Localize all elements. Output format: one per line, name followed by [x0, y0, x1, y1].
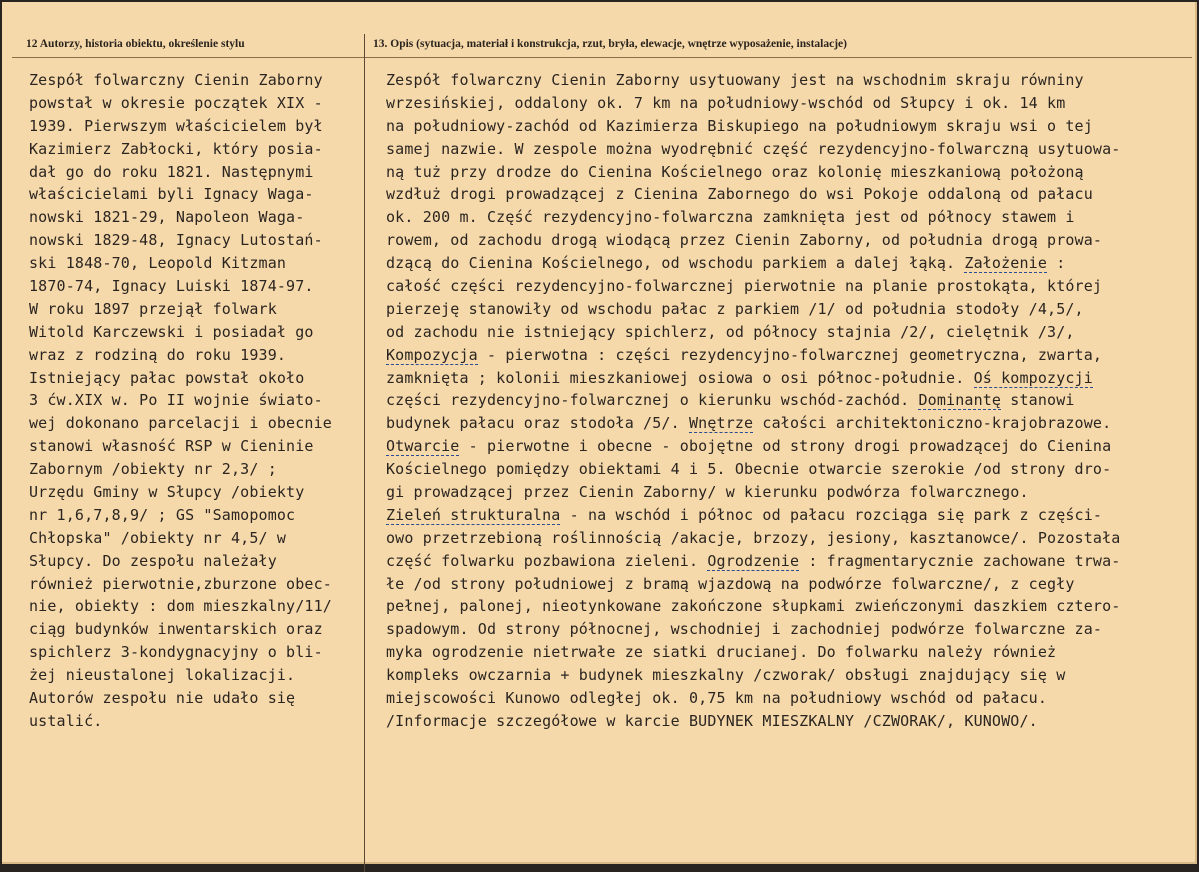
- description-text-column: [386, 69, 1120, 733]
- text-segment: - pierwotna : części rezydencyjno-folwarcznej geometryczna, zwarta,: [477, 345, 1103, 364]
- text-line: [386, 504, 1120, 527]
- text-line: ski 1848-70, Leopold Kitzman: [29, 254, 287, 273]
- section-13-header: 13. Opis (sytuacja, materiał i konstrukcja, rzut, bryła, elewacje, wnętrze wyposażenie, instalacje): [373, 38, 847, 50]
- underlined-term: Otwarcie: [386, 437, 460, 456]
- text-line: [386, 367, 1120, 390]
- text-line: 1870-74, Ignacy Luiski 1874-97.: [29, 277, 314, 296]
- text-line: spichlerz 3-kondygnacyjny o bli-: [29, 643, 323, 662]
- text-line: powstał w okresie początek XIX -: [29, 93, 323, 112]
- text-segment: na południowy-zachód od Kazimierza Biskupiego na południowym skraju wsi o tej: [386, 116, 1093, 135]
- text-line: 3 ćw.XIX w. Po II wojnie świato-: [29, 391, 323, 410]
- text-line: [386, 206, 1120, 229]
- text-line: [386, 321, 1120, 344]
- underlined-term: Ogrodzenie: [707, 551, 800, 570]
- text-line: [386, 664, 1120, 687]
- text-line: nowski 1829-48, Ignacy Lutostań-: [29, 231, 323, 250]
- text-line: [386, 710, 1120, 733]
- underlined-term: Kompozycja: [386, 345, 478, 364]
- text-line: [386, 344, 1120, 367]
- underlined-term: Oś kompozycji: [973, 368, 1093, 387]
- text-segment: - pierwotne i obecne - obojętne od strony drogi prowadzącej do Cienina: [459, 437, 1112, 456]
- text-segment: ną tuż przy drodze do Cienina Kościelnego oraz kolonię mieszkaniową położoną: [386, 162, 1084, 181]
- text-line: również pierwotnie,zburzone obec-: [29, 574, 332, 593]
- text-line: Chłopska" /obiekty nr 4,5/ w: [29, 528, 287, 547]
- text-line: nr 1,6,7,8,9/ ; GS "Samopomoc: [29, 505, 296, 524]
- text-segment: spadowym. Od strony północnej, wschodniej i zachodniej podwórze folwarczne za-: [386, 620, 1103, 639]
- text-segment: rowem, od zachodu drogą wiodącą przez Cienin Zaborny, od południa drogą prowa-: [386, 231, 1103, 250]
- text-line: [386, 412, 1120, 435]
- text-line: ciąg budynków inwentarskich oraz: [29, 620, 323, 639]
- text-segment: całości architektoniczno-krajobrazowe.: [753, 414, 1112, 433]
- text-segment: wrzesińskiej, oddalony ok. 7 km na południowy-wschód od Słupcy i ok. 14 km: [386, 93, 1066, 112]
- text-segment: - na wschód i północ od pałacu rozciąga się park z części-: [560, 505, 1103, 524]
- text-segment: pierzeję stanowiły od wschodu pałac z parkiem /1/ od południa stodoły /4,5/,: [386, 299, 1084, 318]
- text-line: właścicielami byli Ignacy Waga-: [29, 185, 314, 204]
- text-line: [386, 687, 1120, 710]
- text-segment: myka ogrodzenie nietrwałe ze siatki drucianej. Do folwarku należy również: [386, 643, 1057, 662]
- text-line: [386, 550, 1120, 573]
- text-line: [386, 435, 1120, 458]
- underlined-term: Zieleń strukturalna: [386, 505, 561, 524]
- document-card: [2, 2, 1197, 864]
- text-line: [386, 183, 1120, 206]
- header-divider: [12, 57, 1192, 58]
- text-line: [386, 458, 1120, 481]
- text-line: Urzędu Gminy w Słupcy /obiekty: [29, 483, 305, 502]
- text-segment: samej nazwie. W zespole można wyodrębnić część rezydencyjno-folwarczną usytuowa-: [386, 139, 1121, 158]
- text-segment: miejscowości Kunowo odległej ok. 0,75 km na południowy wschód od pałacu.: [386, 689, 1048, 708]
- underlined-term: Wnętrze: [688, 414, 754, 433]
- text-segment: ok. 200 m. Część rezydencyjno-folwarczna zamknięta jest od północy stawem i: [386, 208, 1075, 227]
- text-segment: części rezydencyjno-folwarcznej o kierunku wschód-zachód.: [386, 391, 919, 410]
- text-line: [386, 527, 1120, 550]
- text-line: [386, 573, 1120, 596]
- underlined-term: Dominantę: [918, 391, 1002, 410]
- text-segment: zamknięta ; kolonii mieszkaniowej osiowa o osi północ-południe.: [386, 368, 974, 387]
- text-line: Zabornym /obiekty nr 2,3/ ;: [29, 460, 277, 479]
- text-line: Słupcy. Do zespołu należały: [29, 551, 277, 570]
- text-line: [386, 92, 1120, 115]
- text-line: [386, 298, 1120, 321]
- underlined-term: Założenie: [964, 254, 1048, 273]
- text-line: [386, 69, 1120, 92]
- text-line: [386, 161, 1120, 184]
- text-line: W roku 1897 przejął folwark: [29, 299, 277, 318]
- text-line: Kazimierz Zabłocki, który posia-: [29, 139, 323, 158]
- text-segment: owo przetrzebioną roślinnością /akacje, brzozy, jesiony, kasztanowce/. Pozostała: [386, 528, 1121, 547]
- text-line: wraz z rodziną do roku 1939.: [29, 345, 287, 364]
- text-line: [386, 229, 1120, 252]
- text-line: [386, 481, 1120, 504]
- text-segment: od zachodu nie istniejący spichlerz, od północy stajnia /2/, cielętnik /3/,: [386, 322, 1075, 341]
- text-line: 1939. Pierwszym właścicielem był: [29, 116, 323, 135]
- text-line: [386, 595, 1120, 618]
- text-line: ustalić.: [29, 711, 103, 730]
- text-segment: całość części rezydencyjno-folwarcznej pierwotnie na planie prostokąta, której: [386, 277, 1103, 296]
- text-segment: :: [1047, 254, 1066, 273]
- text-line: dał go do roku 1821. Następnymi: [29, 162, 314, 181]
- text-segment: budynek pałacu oraz stodoła /5/.: [386, 414, 689, 433]
- text-line: nowski 1821-29, Napoleon Waga-: [29, 208, 305, 227]
- section-12-header: 12 Autorzy, historia obiektu, określenie stylu: [26, 38, 245, 50]
- column-divider: [364, 34, 365, 872]
- text-line: Istniejący pałac powstał około: [29, 368, 305, 387]
- text-line: nie, obiekty : dom mieszkalny/11/: [29, 597, 332, 616]
- text-line: [386, 275, 1120, 298]
- text-line: [386, 389, 1120, 412]
- text-segment: dzącą do Cienina Kościelnego, od wschodu parkiem a dalej łąką.: [386, 254, 965, 273]
- text-segment: Kościelnego pomiędzy obiektami 4 i 5. Obecnie otwarcie szerokie /od strony dro-: [386, 460, 1112, 479]
- text-line: [386, 618, 1120, 641]
- text-segment: /Informacje szczegółowe w karcie BUDYNEK MIESZKALNY /CZWORAK/, KUNOWO/.: [386, 711, 1038, 730]
- text-line: Autorów zespołu nie udało się: [29, 689, 296, 708]
- text-line: [386, 115, 1120, 138]
- text-line: [386, 641, 1120, 664]
- text-line: stanowi własność RSP w Cieninie: [29, 437, 314, 456]
- text-line: [386, 138, 1120, 161]
- text-segment: gi prowadzącej przez Cienin Zaborny/ w kierunku podwórza folwarcznego.: [386, 483, 1029, 502]
- text-segment: pełnej, palonej, nieotynkowane zakończone słupkami zwieńczonymi daszkiem cztero-: [386, 597, 1121, 616]
- text-segment: część folwarku pozbawiona zieleni.: [386, 551, 708, 570]
- text-segment: łe /od strony południowej z bramą wjazdową na podwórze folwarczne/, z cegły: [386, 574, 1075, 593]
- text-segment: stanowi: [1001, 391, 1075, 410]
- text-line: Zespół folwarczny Cienin Zaborny: [29, 71, 323, 89]
- history-text-column: [29, 69, 332, 733]
- text-segment: : fragmentarycznie zachowane trwa-: [799, 551, 1121, 570]
- text-line: żej nieustalonej lokalizacji.: [29, 666, 296, 685]
- text-line: [386, 252, 1120, 275]
- text-segment: kompleks owczarnia + budynek mieszkalny /czworak/ obsługi znajdujący się w: [386, 666, 1066, 685]
- text-line: wej dokonano parcelacji i obecnie: [29, 414, 332, 433]
- text-line: Witold Karczewski i posiadał go: [29, 322, 314, 341]
- text-segment: wzdłuż drogi prowadzącej z Cienina Zabornego do wsi Pokoje oddaloną od pałacu: [386, 185, 1093, 204]
- text-segment: Zespół folwarczny Cienin Zaborny usytuowany jest na wschodnim skraju równiny: [386, 71, 1084, 89]
